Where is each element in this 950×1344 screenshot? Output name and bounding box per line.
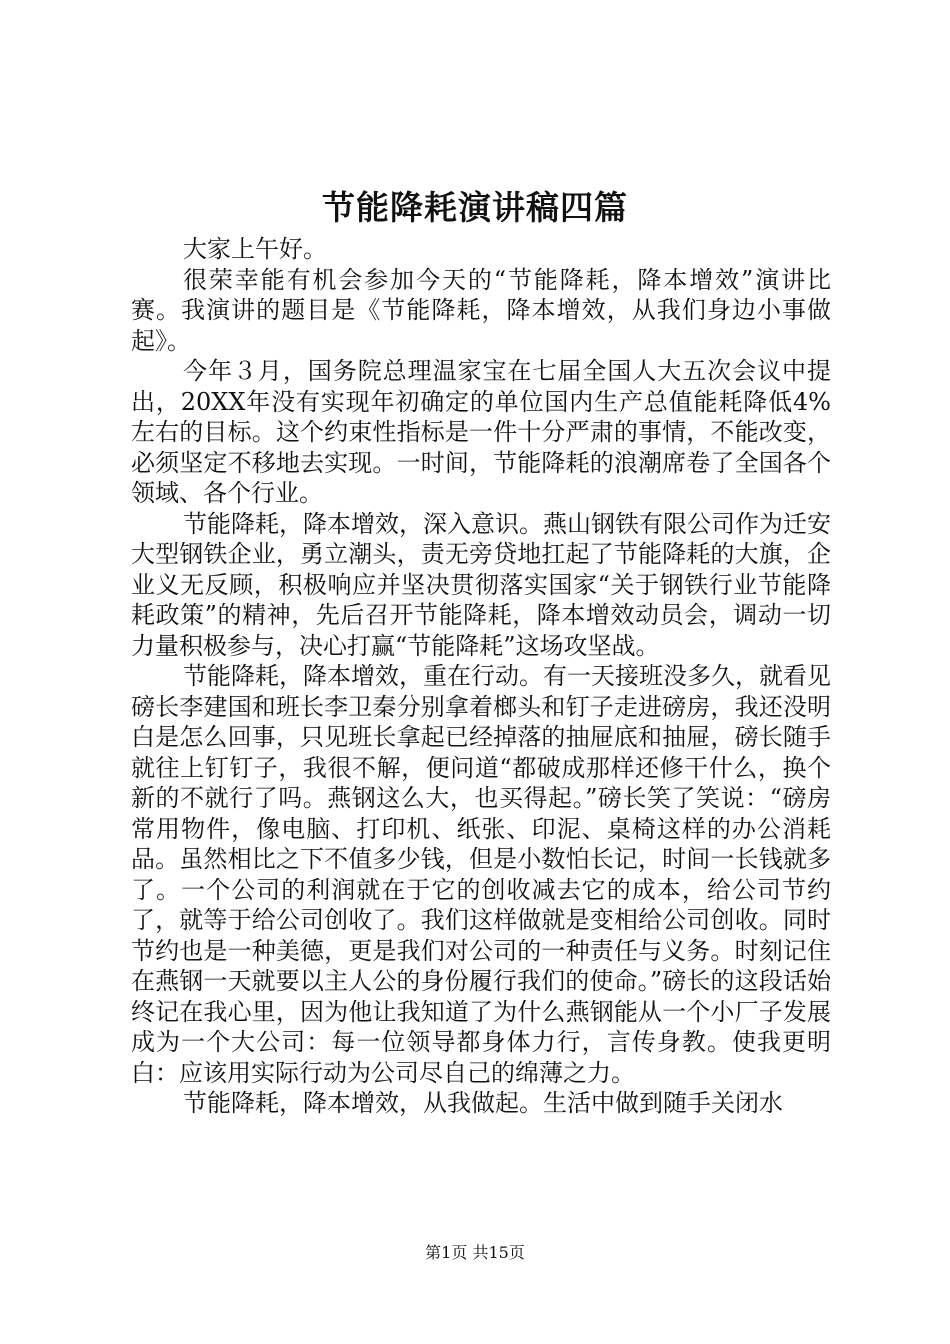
paragraph: 大家上午好。 [183,235,327,263]
paragraph: 节能降耗，降本增效，重在行动。有一天接班没多久，就看见磅长李建国和班长李卫秦分别拿着榔头和钉子走进磅房，我还没明白是怎么回事，只见班长拿起已经掉落的抽屉底和抽屉，磅长随手就往上钉钉子，我很不解，便问道“都破成那样还修干什么，换个新的不就行了吗。燕钢这么大，也买得起。”磅长笑了笑说：“磅房常用物件，像电脑、打印机、纸张、印泥、桌椅这样的办公消耗品。虽然相比之下不值多少钱，但是小数怕长记，时间一长钱就多了。一个公司的利润就在于它的创收减去它的成本，给公司节约了，就等于给公司创收了。我们这样做就是变相给公司创收。同时节约也是一种美德，更是我们对公司的一种责任与义务。时刻记住在燕钢一天就要以主人公的身份履行我们的使命。”磅长的这段话始终记在我心里，因为他让我知道了为什么燕钢能从一个小厂子发展成为一个大公司：每一位领导都身体力行，言传身教。使我更明白：应该用实际行动为公司尽自己的绵薄之力。 [131,662,831,1087]
paragraph: 很荣幸能有机会参加今天的“节能降耗，降本增效”演讲比赛。我演讲的题目是《节能降耗，降本增效，从我们身边小事做起》。 [131,265,831,355]
paragraph: 节能降耗，降本增效，从我做起。生活中做到随手关闭水 [183,1089,783,1117]
document-body [131,234,831,1119]
page-footer [0,1243,950,1263]
document-title: 节能降耗演讲稿四篇 [322,188,628,227]
paragraph: 节能降耗，降本增效，深入意识。燕山钢铁有限公司作为迁安大型钢铁企业，勇立潮头，责无旁贷地扛起了节能降耗的大旗，企业义无反顾，积极响应并坚决贯彻落实国家“关于钢铁行业节能降耗政策”的精神，先后召开节能降耗，降本增效动员会，调动一切力量积极参与，决心打赢“节能降耗”这场攻坚战。 [131,509,831,660]
paragraph: 今年３月，国务院总理温家宝在七届全国人大五次会议中提出，20XX年没有实现年初确定的单位国内生产总值能耗降低4%左右的目标。这个约束性指标是一件十分严肃的事情，不能改变，必须坚定不移地去实现。一时间，节能降耗的浪潮席卷了全国各个领域、各个行业。 [131,357,831,507]
page-number: 第1页 [425,1243,468,1262]
page-total: 共15页 [472,1243,525,1262]
